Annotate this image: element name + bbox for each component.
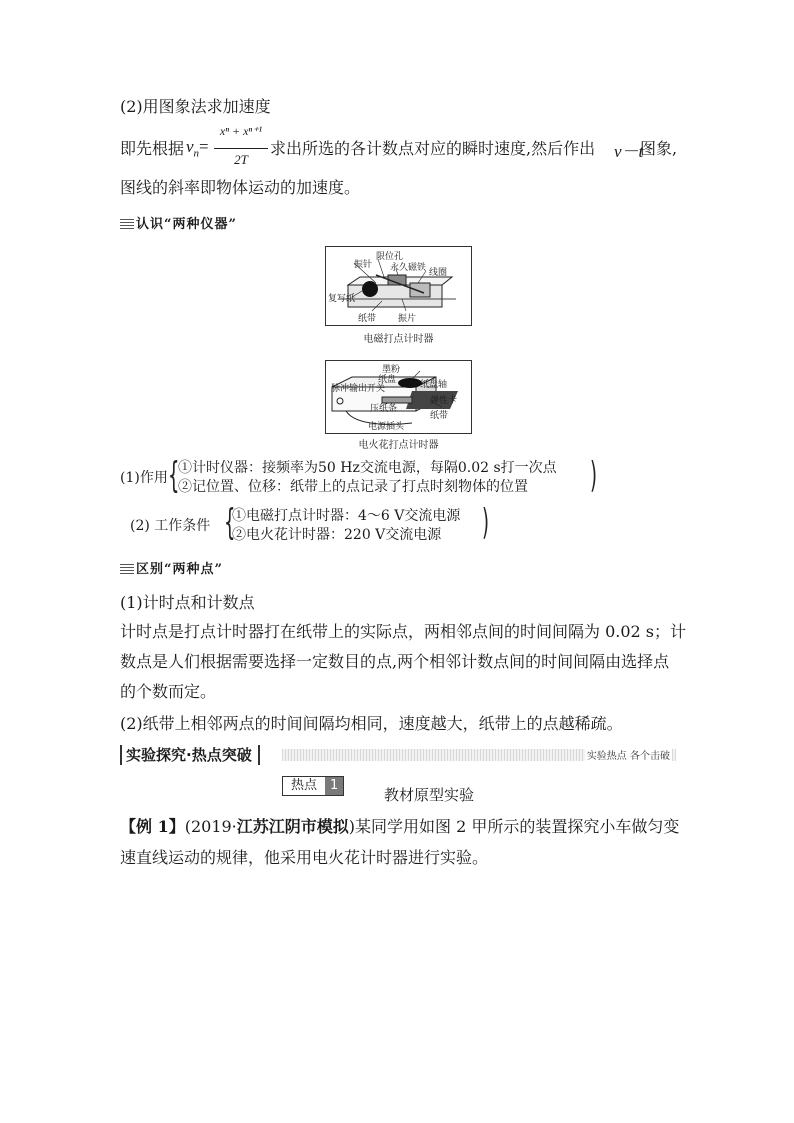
section-bar (120, 745, 676, 765)
hotspot-number: 1 (325, 777, 343, 795)
method2-line2: 图线的斜率即物体运动的加速度。 (120, 178, 361, 197)
distinguish-sub2: (2)纸带上相邻两点的时间间隔均相同，速度越大，纸带上的点越稀疏。 (120, 714, 623, 733)
label-carbon-paper: 复写纸 (328, 294, 356, 304)
example-tag: 【例 1】 (120, 817, 185, 836)
formula-v: $v_n=$ (186, 137, 209, 160)
example-source: 江苏江阴市模拟 (236, 817, 349, 836)
use-brace-left: { (168, 455, 180, 496)
use-label: (1)作用 (120, 470, 168, 486)
label-tape2: 纸带 (430, 411, 449, 421)
label-press-strip: 压纸条 (370, 404, 398, 414)
method2-lead: 即先根据 (120, 139, 185, 158)
label-disk-axle: 纸盘轴 (420, 380, 448, 390)
distinguish-para-line2: 数点是人们根据需要选择一定数目的点,两个相邻计数点间的时间间隔由选择点 (120, 652, 670, 671)
cond-brace-right: ) (482, 502, 490, 543)
section-know-instruments: 认识“两种仪器” (120, 213, 237, 232)
cond-brace-left: { (224, 502, 236, 543)
cond-label: (2) 工作条件 (130, 518, 211, 534)
formula-numerator: xⁿ + xⁿ⁺¹ (219, 124, 263, 138)
section-title: 实验探究·热点突破 (120, 745, 260, 765)
label-toner: 墨粉 (382, 365, 401, 375)
use-item-1: ①计时仪器：接频率为50 Hz交流电源，每隔0.02 s打一次点 (178, 460, 557, 476)
fig2-caption: 电火花打点计时器 (358, 440, 439, 451)
formula-denominator: 2T (234, 152, 248, 167)
section-right-text: 实验热点 各个击破 (585, 747, 672, 762)
marker-icon-2 (120, 562, 134, 574)
label-elastic-clip: 弹性卡 (430, 396, 458, 406)
label-vibrating-plate: 振片 (398, 314, 417, 324)
fig-spark-timer (325, 360, 472, 434)
label-magnet: 永久磁铁 (390, 263, 427, 273)
cond-item-2: ②电火花计时器：220 V交流电源 (232, 527, 442, 543)
use-item-2: ②记位置、位移：纸带上的点记录了打点时刻物体的位置 (178, 479, 528, 495)
fig1-caption: 电磁打点计时器 (363, 334, 434, 345)
example-line1: 【例 1】(2019·江苏江阴市模拟)某同学用如图 2 甲所示的装置探究小车做匀变 (120, 817, 680, 836)
method2-heading: (2)用图象法求加速度 (120, 97, 271, 116)
distinguish-sub1: (1)计时点和计数点 (120, 593, 255, 612)
cond-item-1: ①电磁打点计时器：4～6 V交流电源 (232, 508, 461, 524)
label-vibrating-needle: 振针 (354, 260, 373, 270)
hotspot-badge (282, 776, 344, 796)
method2-tail2: 图象, (640, 139, 678, 158)
method2-tail: 求出所选的各计数点对应的瞬时速度,然后作出 (270, 139, 596, 158)
fig-electromagnetic-timer (325, 246, 472, 326)
example-line2: 速直线运动的规律，他采用电火花计时器进行实验。 (120, 848, 489, 867)
hotspot-label: 热点 (283, 777, 325, 795)
label-plug: 电源插头 (368, 422, 405, 432)
label-coil: 线圈 (429, 268, 448, 278)
marker-icon (120, 217, 134, 229)
distinguish-para-line3: 的个数而定。 (120, 682, 217, 701)
section-distinguish: 区别“两种点” (120, 558, 223, 577)
label-tape: 纸带 (358, 314, 377, 324)
label-paper-disk: 纸盘 (378, 375, 397, 385)
formula-graph: v－t (614, 142, 644, 161)
distinguish-para-line1: 计时点是打点计时器打在纸带上的实际点，两相邻点间的时间间隔为 0.02 s；计 (120, 622, 687, 641)
use-brace-right: ) (590, 455, 598, 496)
hotspot-title: 教材原型实验 (384, 786, 475, 804)
label-limit-hole: 限位孔 (376, 252, 404, 262)
label-pulse-switch: 脉冲输出开关 (331, 384, 386, 394)
fraction-bar (214, 148, 268, 149)
